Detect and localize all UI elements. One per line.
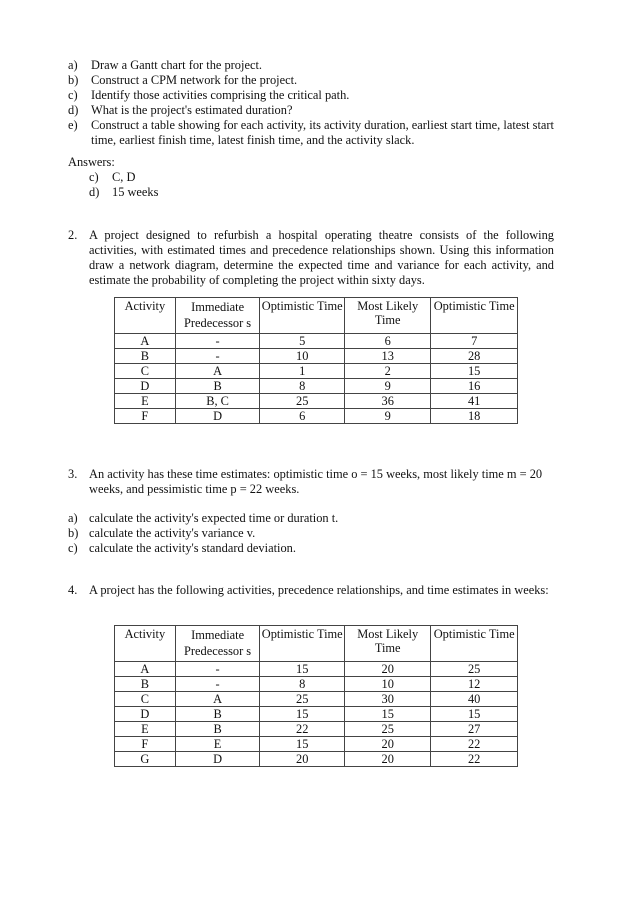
table-cell: 25 <box>431 662 518 677</box>
table-row <box>115 722 518 737</box>
table-cell: B <box>175 379 260 394</box>
table-cell: 12 <box>431 677 518 692</box>
question-number: 4. <box>68 583 78 597</box>
table-cell: 30 <box>345 692 431 707</box>
table-cell: 5 <box>260 334 345 349</box>
question-text: An activity has these time estimates: optimistic time o = 15 weeks, most likely time m = 20 weeks, and pessimistic time p = 22 weeks. <box>89 467 543 496</box>
table-cell: 2 <box>345 364 431 379</box>
table-cell: - <box>175 349 260 364</box>
table-cell: - <box>175 662 260 677</box>
table-header-row <box>115 298 518 334</box>
q4-table <box>114 625 518 767</box>
header-cell: Optimistic Time <box>260 298 345 334</box>
table-cell: A <box>115 334 176 349</box>
answers-heading: Answers: <box>68 155 115 169</box>
table-cell: 6 <box>345 334 431 349</box>
question-number: 2. <box>68 228 78 242</box>
table-row <box>115 737 518 752</box>
table-cell: F <box>115 409 176 424</box>
question-text: A project has the following activities, precedence relationships, and time estimates in weeks: <box>89 583 549 597</box>
table-cell: A <box>175 692 260 707</box>
table-cell: B <box>115 677 176 692</box>
table-cell: A <box>175 364 260 379</box>
question-text: A project designed to refurbish a hospital operating theatre consists of the following activities, with estimated times and precedence relationships shown. Using this information draw a network diagram, determine the expected time and variance for each activity, and estimate the probability of completing the project within sixty days. <box>89 228 554 287</box>
header-cell: Activity <box>115 626 176 662</box>
table-row <box>115 692 518 707</box>
list-item: c) Identify those activities comprising the critical path. <box>68 88 350 102</box>
list-item: d) What is the project's estimated duration? <box>68 103 293 117</box>
header-cell: Optimistic Time <box>431 298 518 334</box>
table-cell: B <box>175 707 260 722</box>
table-cell: E <box>115 722 176 737</box>
table-cell: 41 <box>431 394 518 409</box>
q1-items <box>68 58 554 148</box>
table-cell: 6 <box>260 409 345 424</box>
table-cell: 22 <box>260 722 345 737</box>
table-row <box>115 364 518 379</box>
table-cell: 9 <box>345 379 431 394</box>
table-cell: 40 <box>431 692 518 707</box>
q3-items <box>68 511 554 556</box>
table-cell: 15 <box>260 662 345 677</box>
table-cell: 15 <box>431 707 518 722</box>
table-cell: 18 <box>431 409 518 424</box>
table-cell: 1 <box>260 364 345 379</box>
table-cell: B <box>175 722 260 737</box>
table-header-row <box>115 626 518 662</box>
table-cell: 25 <box>260 692 345 707</box>
answer-item: c) C, D <box>89 170 136 184</box>
table-cell: 25 <box>345 722 431 737</box>
header-cell: Immediate Predecessor s <box>175 298 260 334</box>
header-cell: Immediate Predecessor s <box>175 626 260 662</box>
table-cell: - <box>175 677 260 692</box>
table-cell: A <box>115 662 176 677</box>
table-cell: D <box>175 409 260 424</box>
header-cell: Most Likely Time <box>345 626 431 662</box>
table-cell: D <box>115 379 176 394</box>
table-cell: 10 <box>345 677 431 692</box>
table-cell: 15 <box>260 737 345 752</box>
question-3 <box>68 467 554 497</box>
list-item: c) calculate the activity's standard deviation. <box>68 541 296 555</box>
table-cell: 27 <box>431 722 518 737</box>
table-cell: B <box>115 349 176 364</box>
table-cell: 8 <box>260 379 345 394</box>
answers-block <box>68 155 554 200</box>
table-cell: 7 <box>431 334 518 349</box>
table-cell: 9 <box>345 409 431 424</box>
table-cell: - <box>175 334 260 349</box>
table-cell: C <box>115 692 176 707</box>
header-cell: Optimistic Time <box>431 626 518 662</box>
table-cell: 20 <box>345 737 431 752</box>
table-row <box>115 394 518 409</box>
table-row <box>115 349 518 364</box>
question-2 <box>68 228 554 288</box>
question-number: 3. <box>68 467 78 481</box>
table-row <box>115 707 518 722</box>
table-cell: B, C <box>175 394 260 409</box>
table-row <box>115 409 518 424</box>
table-cell: E <box>175 737 260 752</box>
list-item: e) Construct a table showing for each activity, its activity duration, earliest start time, latest start time, earliest finish time, latest finish time, and the activity slack. <box>68 118 554 147</box>
table-cell: F <box>115 737 176 752</box>
table-cell: 13 <box>345 349 431 364</box>
table-row <box>115 677 518 692</box>
table-cell: 10 <box>260 349 345 364</box>
list-item: b) Construct a CPM network for the project. <box>68 73 298 87</box>
table-cell: 8 <box>260 677 345 692</box>
table-cell: 20 <box>345 752 431 767</box>
header-cell: Optimistic Time <box>260 626 345 662</box>
table-cell: 15 <box>260 707 345 722</box>
table-cell: D <box>175 752 260 767</box>
table-row <box>115 379 518 394</box>
table-cell: D <box>115 707 176 722</box>
table-cell: C <box>115 364 176 379</box>
header-cell: Most Likely Time <box>345 298 431 334</box>
table-cell: 15 <box>345 707 431 722</box>
table-cell: 15 <box>431 364 518 379</box>
table-row <box>115 334 518 349</box>
table-row <box>115 662 518 677</box>
table-row <box>115 752 518 767</box>
question-4 <box>68 583 554 598</box>
table-cell: 28 <box>431 349 518 364</box>
table-cell: G <box>115 752 176 767</box>
list-item: a) calculate the activity's expected time or duration t. <box>68 511 339 525</box>
table-cell: 20 <box>260 752 345 767</box>
table-cell: 22 <box>431 752 518 767</box>
table-cell: 20 <box>345 662 431 677</box>
table-cell: E <box>115 394 176 409</box>
table-cell: 25 <box>260 394 345 409</box>
table-cell: 36 <box>345 394 431 409</box>
q2-table <box>114 297 518 424</box>
list-item: a) Draw a Gantt chart for the project. <box>68 58 262 72</box>
answer-item: d) 15 weeks <box>89 185 159 199</box>
list-item: b) calculate the activity's variance v. <box>68 526 256 540</box>
table-cell: 16 <box>431 379 518 394</box>
header-cell: Activity <box>115 298 176 334</box>
table-cell: 22 <box>431 737 518 752</box>
